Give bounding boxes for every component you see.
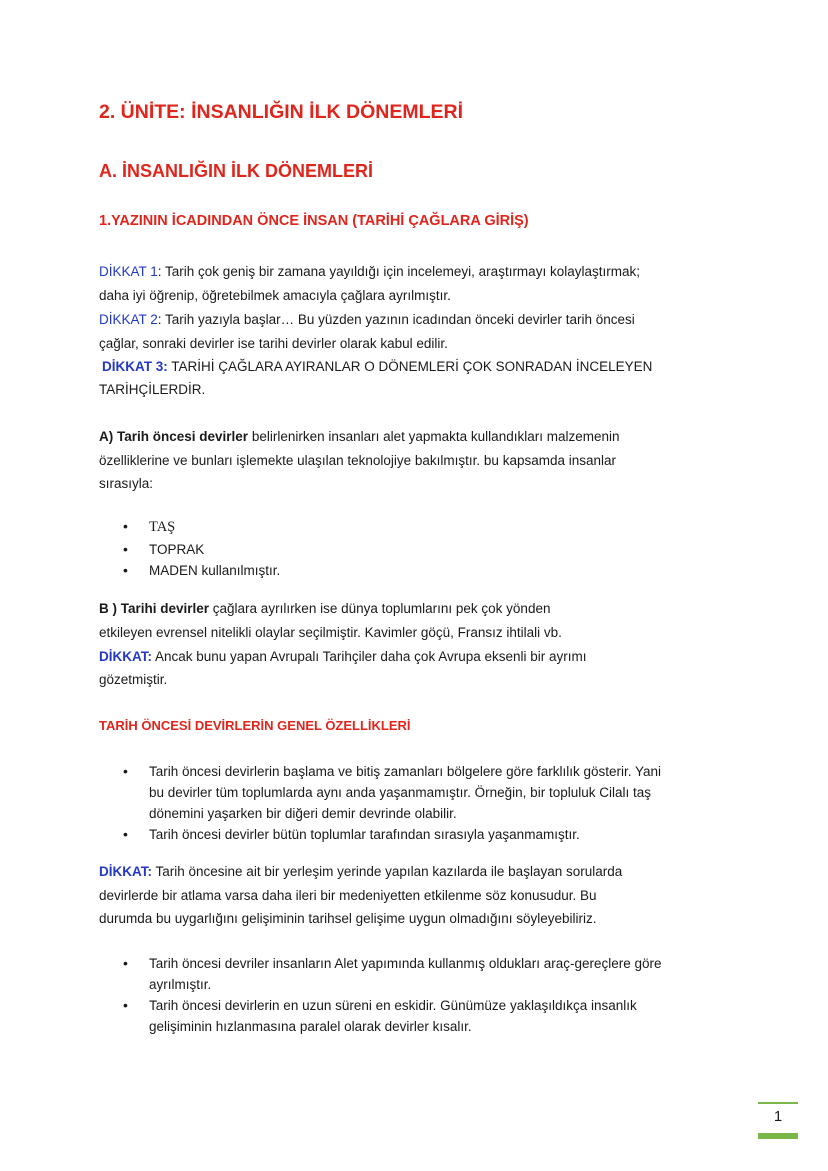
part-b-note-label: DİKKAT: [99,649,152,664]
list-item [99,761,661,824]
subsection-1-heading: 1.YAZININ İCADINDAN ÖNCE İNSAN (TARİHİ ÇAĞLARA GİRİŞ) [99,213,529,229]
section-a-heading: A. İNSANLIĞIN İLK DÖNEMLERİ [99,161,373,181]
general-features-list-1 [99,761,661,845]
part-b-line-2: etkileyen evrensel nitelikli olaylar seçilmiştir. Kavimler göçü, Fransız ihtilali vb. [99,625,562,640]
note-4-label: DİKKAT: [99,864,152,879]
part-b-line-1 [99,598,550,620]
unit-title: 2. ÜNİTE: İNSANLIĞIN İLK DÖNEMLERİ [99,101,464,123]
bullet-icon: • [123,955,128,971]
part-a-label: A) Tarih öncesi devirler [99,429,249,444]
page-number-box [758,1102,798,1140]
note-3-line-2: TARİHÇİLERDİR. [99,382,206,397]
note-1-label: DİKKAT 1 [99,264,158,279]
bullet-icon: • [123,997,128,1013]
bullet-icon: • [123,540,128,557]
note-4-text: Tarih öncesine ait bir yerleşim yerinde yapılan kazılarda ile başlayan sorularda [152,864,623,879]
note-4-line-1 [99,861,622,883]
list-item-text: TOPRAK [149,541,205,557]
bullet-icon: • [123,826,128,842]
note-2-text: : Tarih yazıyla başlar… Bu yüzden yazının icadından önceki devirler tarih öncesi [157,312,635,327]
list-item-text: Tarih öncesi devirlerin en uzun süreni en eskidir. Günümüze yaklaşıldıkça insanlık [149,998,637,1013]
part-b-text: çağlara ayrılırken ise dünya toplumlarını pek çok yönden [209,601,551,616]
note-3-line-1 [102,356,652,378]
note-3-label: DİKKAT 3: [102,359,168,374]
page-number-bottom-bar [758,1133,798,1139]
list-item-text: MADEN kullanılmıştır. [149,563,281,578]
list-item-text: bu devirler tüm toplumlarda aynı anda yaşanmamıştır. Örneğin, bir topluluk Cilalı taş [149,785,651,800]
list-item [99,560,280,582]
bullet-icon: • [123,562,128,578]
part-b-note-line-2: gözetmiştir. [99,672,168,687]
note-1-text: : Tarih çok geniş bir zamana yayıldığı için incelemeyi, araştırmayı kolaylaştırmak; [157,264,640,279]
list-item [99,824,661,845]
part-b-label: B ) Tarihi devirler [99,601,210,616]
part-a-line-3: sırasıyla: [99,476,154,491]
note-1-line-1 [99,261,640,283]
part-a-line-2: özelliklerine ve bunları işlemekte ulaşılan teknolojiye bakılmıştır. bu kapsamda insanlar [99,453,617,468]
list-item [99,953,662,995]
list-item-text: Tarih öncesi devirlerin başlama ve bitiş zamanları bölgelere göre farklılık gösterir. Yani [149,764,661,779]
note-1-line-2: daha iyi öğrenip, öğretebilmek amacıyla çağlara ayrılmıştır. [99,288,451,303]
page-number-top-bar [758,1102,798,1104]
list-item-text: dönemini yaşarken bir diğeri demir devrinde olabilir. [149,806,457,821]
bullet-icon: • [123,518,128,534]
list-item-text: gelişiminin hızlanmasına paralel olarak devirler kısalır. [149,1019,472,1034]
list-item [99,516,280,539]
note-4-line-2: devirlerde bir atlama varsa daha ileri bir medeniyetten etkilenme söz konusudur. Bu [99,888,597,903]
list-item-text: TAŞ [149,519,176,535]
general-features-heading: TARİH ÖNCESİ DEVİRLERİN GENEL ÖZELLİKLERİ [99,718,411,733]
part-a-line-1 [99,426,620,448]
list-item-text: Tarih öncesi devirler bütün toplumlar tarafından sırasıyla yaşanmamıştır. [149,827,580,842]
note-2-line-2: çağlar, sonraki devirler ise tarihi devirler olarak kabul edilir. [99,336,448,351]
bullet-icon: • [123,763,128,779]
part-a-text: belirlenirken insanları alet yapmakta kullandıkları malzemenin [248,429,620,444]
list-item-text: ayrılmıştır. [149,977,212,992]
part-b-note-text: Ancak bunu yapan Avrupalı Tarihçiler daha çok Avrupa eksenli bir ayrımı [152,649,587,664]
general-features-list-2 [99,953,662,1037]
page-number: 1 [773,1108,783,1125]
list-item [99,539,280,561]
note-3-text: TARİHİ ÇAĞLARA AYIRANLAR O DÖNEMLERİ ÇOK SONRADAN İNCELEYEN [167,359,653,374]
material-list [99,516,280,582]
part-b-note-line-1 [99,646,587,668]
list-item [99,995,662,1037]
note-2-label: DİKKAT 2 [99,312,158,327]
note-4-line-3: durumda bu uygarlığını gelişiminin tarihsel gelişime uygun olmadığını söyleyebiliriz. [99,911,597,926]
list-item-text: Tarih öncesi devriler insanların Alet yapımında kullanmış oldukları araç-gereçlere göre [149,956,662,971]
note-2-line-1 [99,309,635,331]
